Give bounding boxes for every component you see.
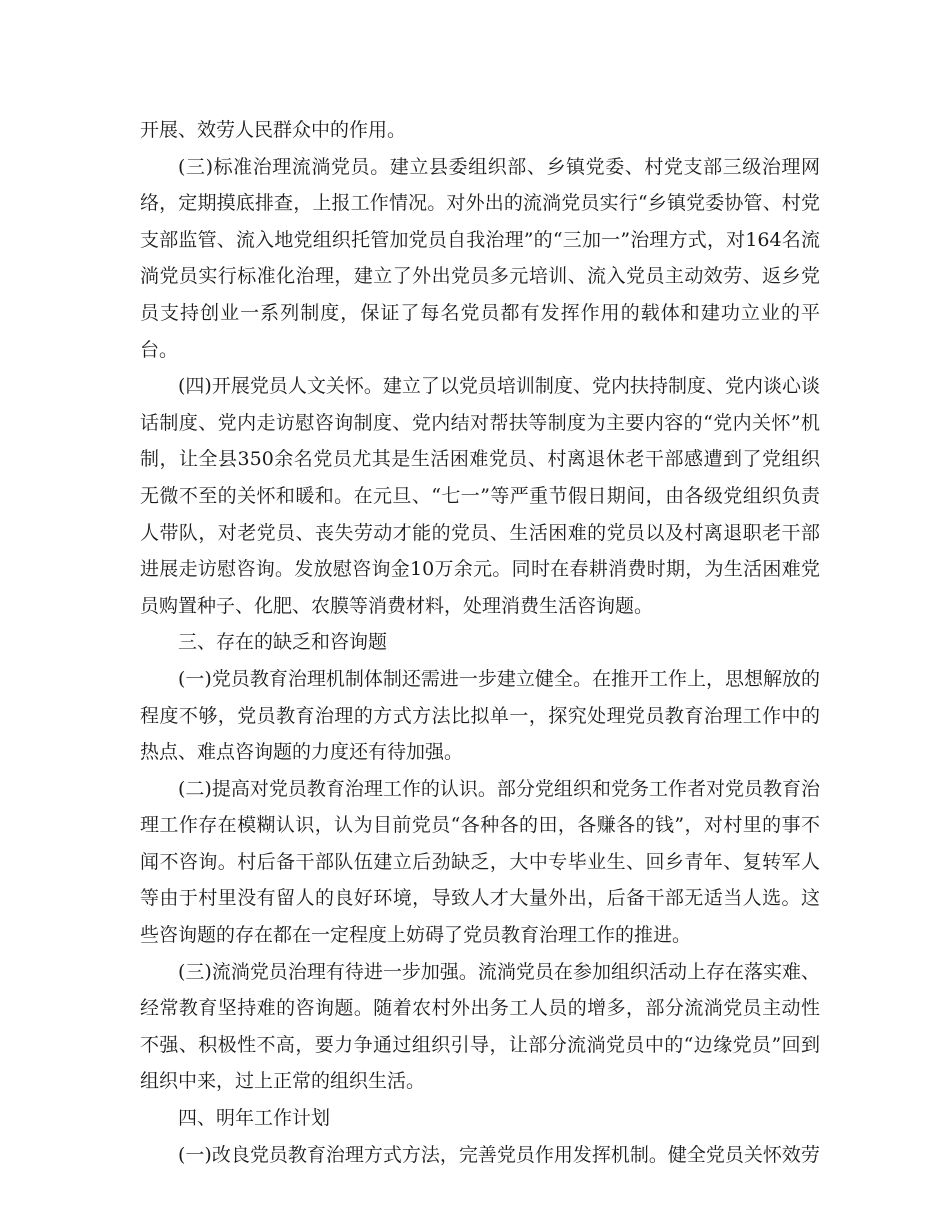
paragraph-4: (一)党员教育治理机制体制还需进一步建立健全。在推开工作上，思想解放的程度不够，党员教育治理的方式方法比拟单一，探究处理党员教育治理工作中的热点、难点咨询题的力度还有待加强。 bbox=[140, 667, 820, 764]
section-heading-4: 四、明年工作计划 bbox=[178, 1107, 331, 1130]
paragraph-2: (三)标准治理流淌党员。建立县委组织部、乡镇党委、村党支部三级治理网络，定期摸底排查，上报工作情况。对外出的流淌党员实行“乡镇党委协管、村党支部监管、流入地党组织托管加党员自我治理”的“三加一”治理方式，对164名流淌党员实行标准化治理，建立了外出党员多元培训、流入党员主动效劳、返乡党员支持创业一系列制度，保证了每名党员都有发挥作用的载体和建功立业的平台。 bbox=[140, 155, 820, 361]
section-heading-3: 三、存在的缺乏和咨询题 bbox=[178, 631, 388, 654]
paragraph-1: 开展、效劳人民群众中的作用。 bbox=[140, 119, 407, 141]
paragraph-6: (三)流淌党员治理有待进一步加强。流淌党员在参加组织活动上存在落实难、经常教育坚持难的咨询题。随着农村外出务工人员的增多，部分流淌党员主动性不强、积极性不高，要力争通过组织引导，让部分流淌党员中的“边缘党员”回到组织中来，过上正常的组织生活。 bbox=[140, 960, 820, 1093]
document-body bbox=[140, 112, 820, 1173]
paragraph-3: (四)开展党员人文关怀。建立了以党员培训制度、党内扶持制度、党内谈心谈话制度、党内走访慰咨询制度、党内结对帮扶等制度为主要内容的“党内关怀”机制，让全县350余名党员尤其是生活困难党员、村离退休老干部感遭到了党组织无微不至的关怀和暖和。在元旦、“七一”等严重节假日期间，由各级党组织负责人带队，对老党员、丧失劳动才能的党员、生活困难的党员以及村离退职老干部进展走访慰咨询。发放慰咨询金10万余元。同时在春耕消费时期，为生活困难党员购置种子、化肥、农膜等消费材料，处理消费生活咨询题。 bbox=[140, 375, 820, 617]
paragraph-5: (二)提高对党员教育治理工作的认识。部分党组织和党务工作者对党员教育治理工作存在模糊认识，认为目前党员“各种各的田，各赚各的钱”，对村里的事不闻不咨询。村后备干部队伍建立后劲缺乏，大中专毕业生、回乡青年、复转军人等由于村里没有留人的良好环境，导致人才大量外出，后备干部无适当人选。这些咨询题的存在都在一定程度上妨碍了党员教育治理工作的推进。 bbox=[140, 777, 820, 947]
paragraph-7: (一)改良党员教育治理方式方法，完善党员作用发挥机制。健全党员关怀效劳 bbox=[178, 1143, 820, 1166]
